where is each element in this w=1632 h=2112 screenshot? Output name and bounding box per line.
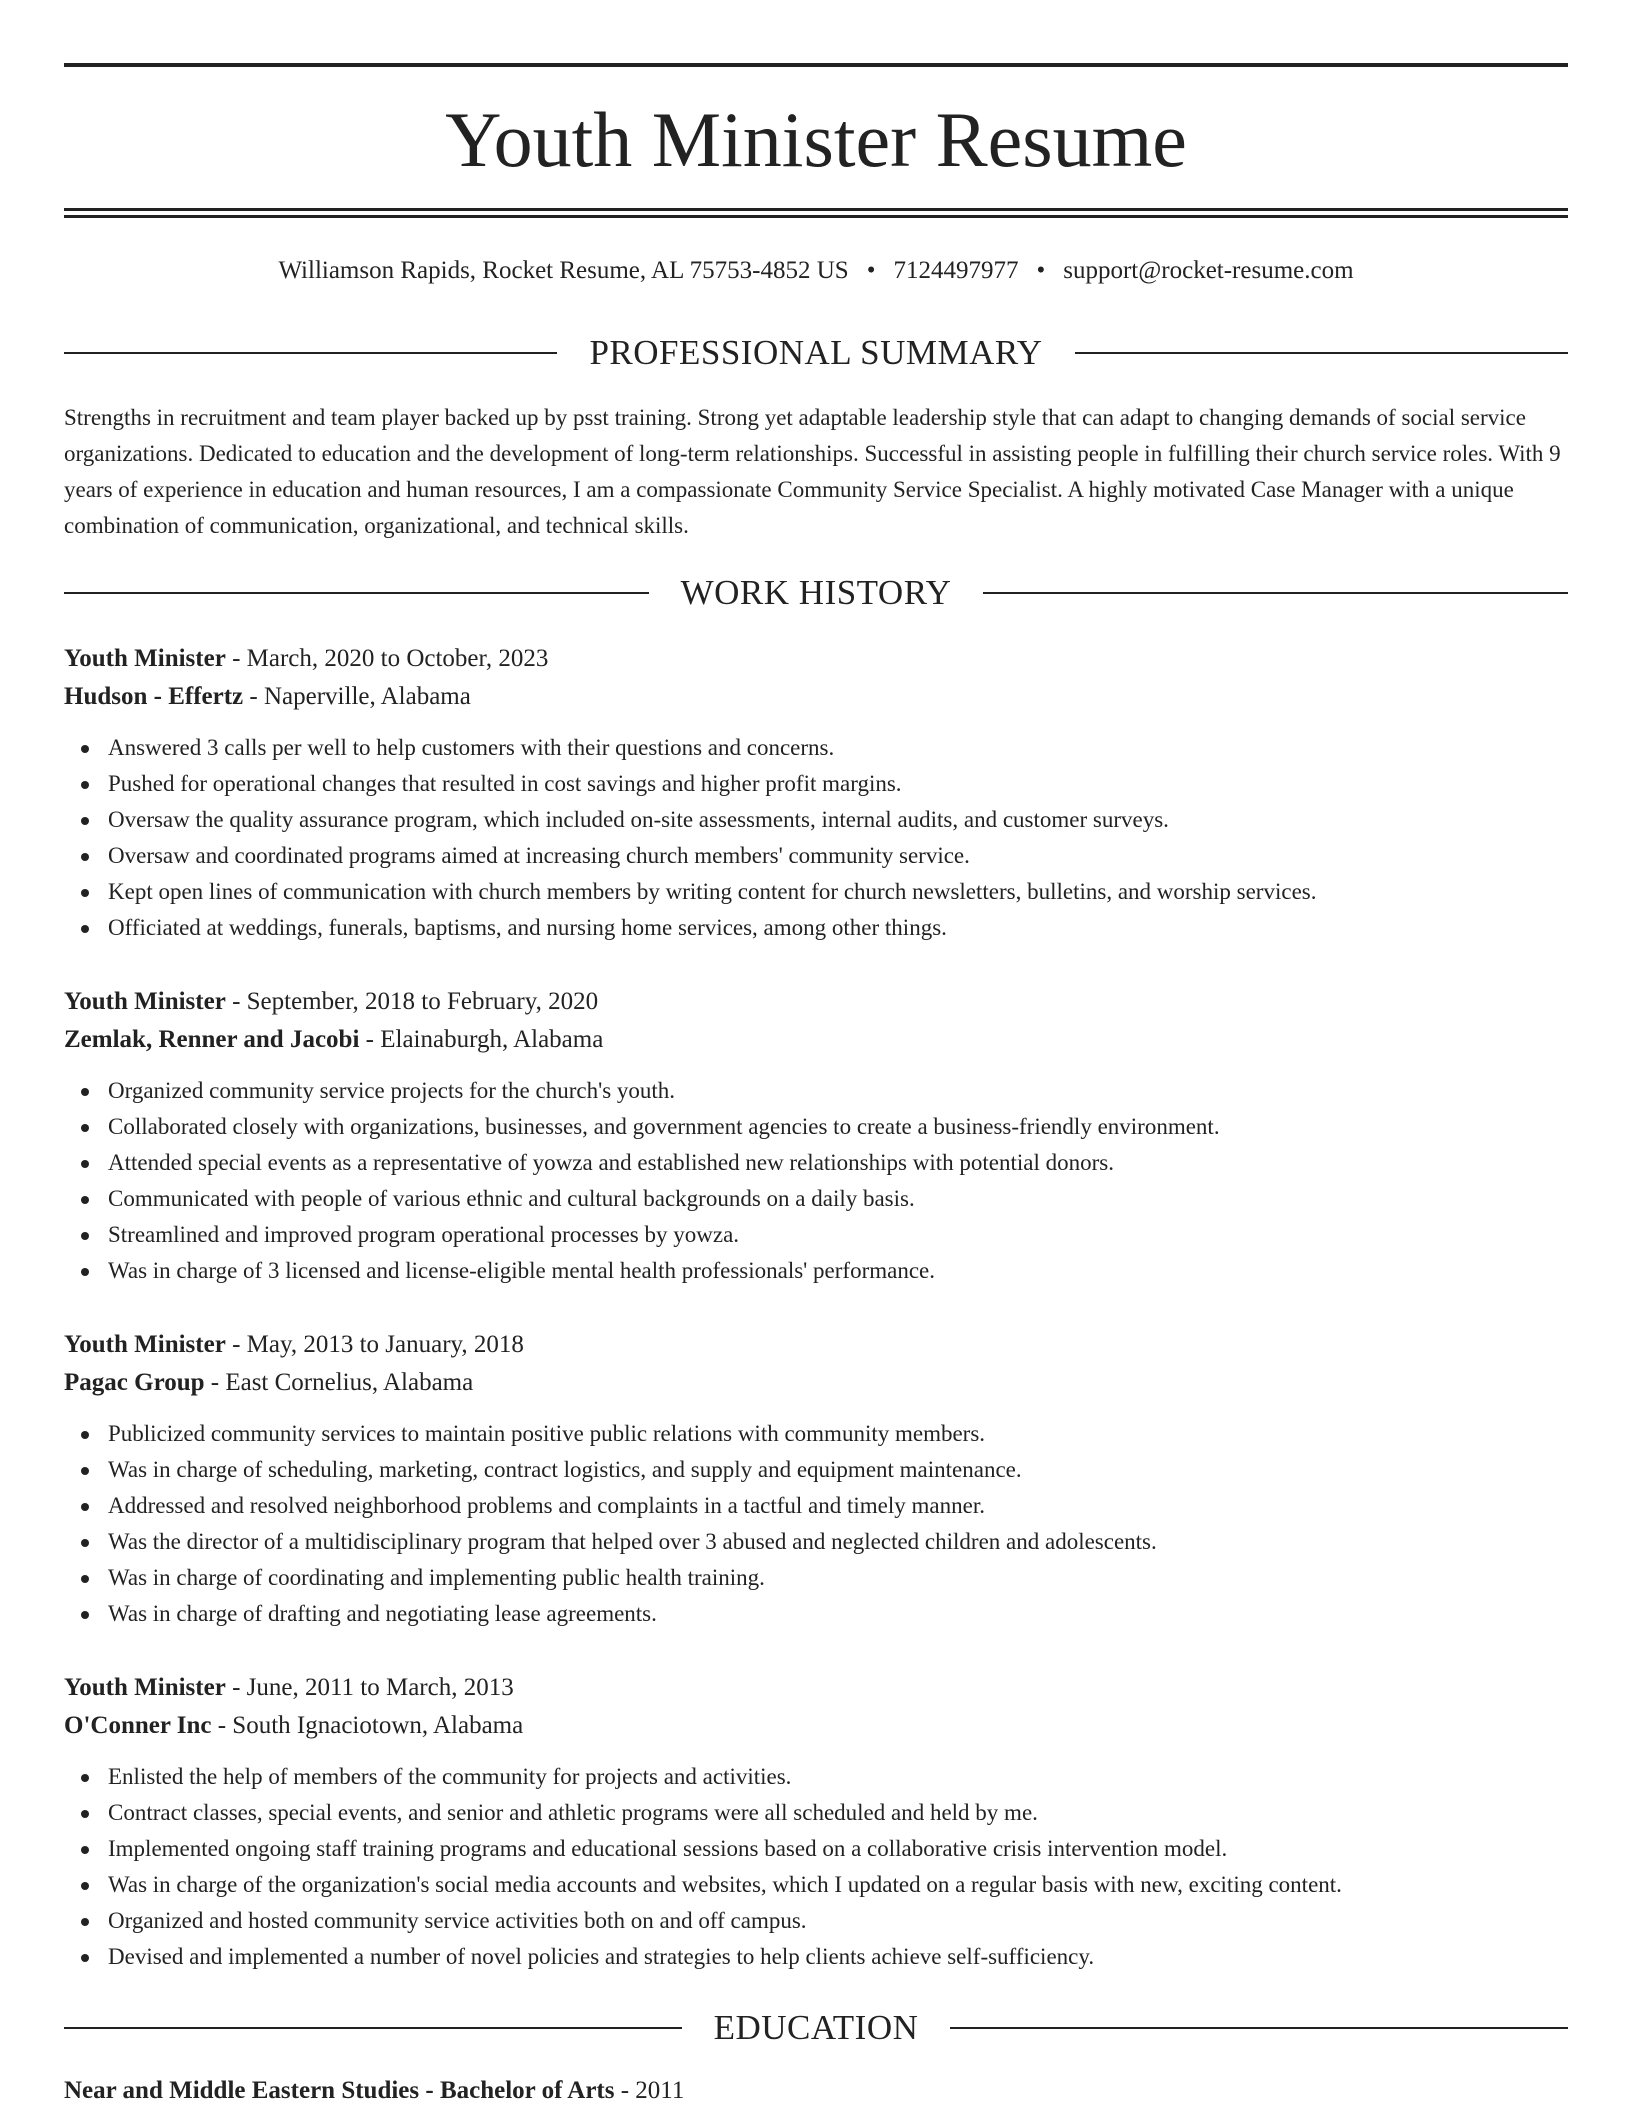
job-bullet: Enlisted the help of members of the community for projects and activities. xyxy=(108,1759,1568,1795)
job-bullet: Kept open lines of communication with church members by writing content for church newsletters, bulletins, and worship services. xyxy=(108,874,1568,910)
section-rule-left xyxy=(64,592,649,594)
job-bullet: Streamlined and improved program operational processes by yowza. xyxy=(108,1217,1568,1253)
job-company-line xyxy=(64,1707,1568,1745)
job-location: - Naperville, Alabama xyxy=(243,683,471,710)
job-bullet: Was in charge of scheduling, marketing, contract logistics, and supply and equipment maintenance. xyxy=(108,1452,1568,1488)
summary-paragraph: Strengths in recruitment and team player backed up by psst training. Strong yet adaptable leadership style that can adapt to changing demands of social service organizations. Dedicated to education and the development of long-term relationships. Successful in assisting people in fulfilling their church service roles. With 9 years of experience in education and human resources, I am a compassionate Community Service Specialist. A highly motivated Case Manager with a unique combination of communication, organizational, and technical skills. xyxy=(64,405,1561,538)
job-bullets xyxy=(64,1073,1568,1289)
section-rule-right xyxy=(1075,352,1568,354)
job-bullet: Devised and implemented a number of novel policies and strategies to help clients achieve self-sufficiency. xyxy=(108,1939,1568,1975)
section-title-summary: PROFESSIONAL SUMMARY xyxy=(589,333,1043,372)
job-bullet: Oversaw the quality assurance program, which included on-site assessments, internal audits, and customer surveys. xyxy=(108,802,1568,838)
job-bullet: Was in charge of the organization's social media accounts and websites, which I updated on a regular basis with new, exciting content. xyxy=(108,1867,1568,1903)
contact-line xyxy=(64,254,1568,288)
education-year: - 2011 xyxy=(614,2077,685,2104)
job-bullet: Officiated at weddings, funerals, baptisms, and nursing home services, among other things. xyxy=(108,910,1568,946)
job-dates: - May, 2013 to January, 2018 xyxy=(225,1331,524,1358)
section-header-summary xyxy=(64,331,1568,375)
job-title: Youth Minister xyxy=(64,988,226,1015)
contact-address: Williamson Rapids, Rocket Resume, AL 75753-4852 US xyxy=(278,257,849,284)
section-title-education: EDUCATION xyxy=(713,2008,919,2047)
resume-page xyxy=(64,0,1568,2112)
contact-email: support@rocket-resume.com xyxy=(1063,257,1354,284)
job-company: O'Conner Inc xyxy=(64,1712,212,1739)
top-rule xyxy=(64,63,1568,67)
resume-title: Youth Minister Resume xyxy=(445,96,1187,183)
education-entry xyxy=(64,2072,1568,2110)
section-rule-right xyxy=(950,2027,1568,2029)
section-header-education xyxy=(64,2006,1568,2050)
education-degree: Near and Middle Eastern Studies - Bachelor of Arts xyxy=(64,2077,615,2104)
job-bullet: Contract classes, special events, and senior and athletic programs were all scheduled and held by me. xyxy=(108,1795,1568,1831)
job-company: Hudson - Effertz xyxy=(64,683,244,710)
section-rule-left xyxy=(64,2027,682,2029)
job-title-line xyxy=(64,640,1568,678)
job-bullets xyxy=(64,1759,1568,1975)
title-double-rule xyxy=(64,208,1568,218)
job-title-line xyxy=(64,1326,1568,1364)
job-location: - South Ignaciotown, Alabama xyxy=(211,1712,524,1739)
job-bullets xyxy=(64,1416,1568,1632)
job-entry xyxy=(64,983,1568,1289)
job-entry xyxy=(64,640,1568,946)
job-bullet: Collaborated closely with organizations, businesses, and government agencies to create a business-friendly environment. xyxy=(108,1109,1568,1145)
job-bullet: Answered 3 calls per well to help customers with their questions and concerns. xyxy=(108,730,1568,766)
job-bullet: Was in charge of 3 licensed and license-eligible mental health professionals' performance. xyxy=(108,1253,1568,1289)
job-entry xyxy=(64,1326,1568,1632)
job-bullet: Organized community service projects for the church's youth. xyxy=(108,1073,1568,1109)
job-bullet: Was in charge of coordinating and implementing public health training. xyxy=(108,1560,1568,1596)
job-company: Zemlak, Renner and Jacobi xyxy=(64,1026,360,1053)
job-dates: - June, 2011 to March, 2013 xyxy=(225,1674,514,1701)
job-company: Pagac Group xyxy=(64,1369,205,1396)
section-rule-right xyxy=(983,592,1568,594)
job-bullet: Implemented ongoing staff training programs and educational sessions based on a collaborative crisis intervention model. xyxy=(108,1831,1568,1867)
job-bullets xyxy=(64,730,1568,946)
job-company-line xyxy=(64,1364,1568,1402)
job-bullet: Communicated with people of various ethnic and cultural backgrounds on a daily basis. xyxy=(108,1181,1568,1217)
contact-separator: • xyxy=(1036,257,1046,284)
job-bullet: Was in charge of drafting and negotiating lease agreements. xyxy=(108,1596,1568,1632)
job-location: - East Cornelius, Alabama xyxy=(204,1369,474,1396)
job-title-line xyxy=(64,1669,1568,1707)
job-company-line xyxy=(64,678,1568,716)
job-bullet: Organized and hosted community service activities both on and off campus. xyxy=(108,1903,1568,1939)
job-title: Youth Minister xyxy=(64,1331,226,1358)
job-title-line xyxy=(64,983,1568,1021)
job-dates: - September, 2018 to February, 2020 xyxy=(225,988,599,1015)
job-bullet: Was the director of a multidisciplinary program that helped over 3 abused and neglected children and adolescents. xyxy=(108,1524,1568,1560)
job-bullet: Pushed for operational changes that resulted in cost savings and higher profit margins. xyxy=(108,766,1568,802)
job-bullet: Attended special events as a representative of yowza and established new relationships with potential donors. xyxy=(108,1145,1568,1181)
job-title: Youth Minister xyxy=(64,1674,226,1701)
contact-separator: • xyxy=(866,257,876,284)
job-company-line xyxy=(64,1021,1568,1059)
job-bullet: Addressed and resolved neighborhood problems and complaints in a tactful and timely manner. xyxy=(108,1488,1568,1524)
job-location: - Elainaburgh, Alabama xyxy=(359,1026,604,1053)
section-title-work: WORK HISTORY xyxy=(680,573,952,612)
contact-phone: 7124497977 xyxy=(893,257,1019,284)
job-title: Youth Minister xyxy=(64,645,226,672)
job-bullet: Oversaw and coordinated programs aimed at increasing church members' community service. xyxy=(108,838,1568,874)
job-entry xyxy=(64,1669,1568,1975)
job-dates: - March, 2020 to October, 2023 xyxy=(225,645,549,672)
section-header-work xyxy=(64,571,1568,615)
section-rule-left xyxy=(64,352,557,354)
job-bullet: Publicized community services to maintain positive public relations with community members. xyxy=(108,1416,1568,1452)
